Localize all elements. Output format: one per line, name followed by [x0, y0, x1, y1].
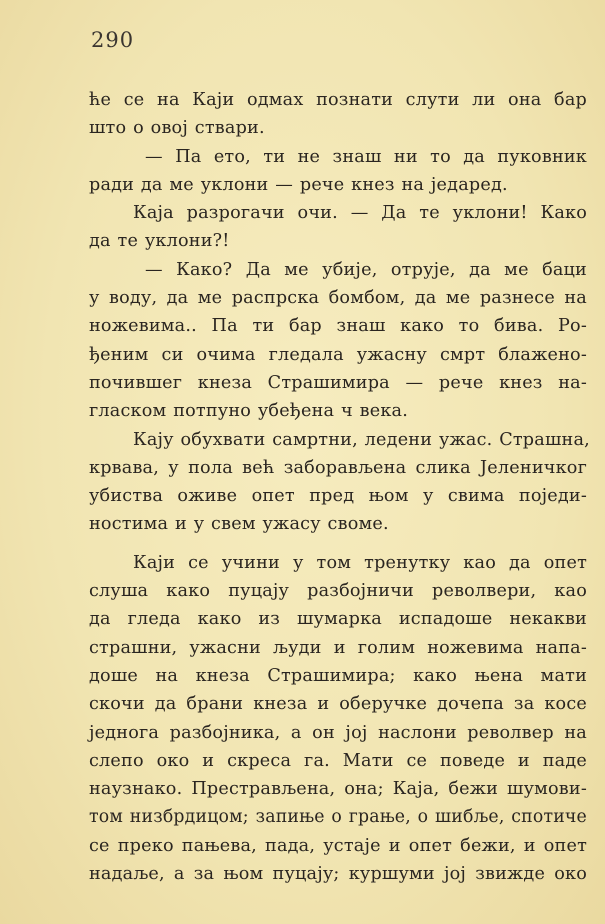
text-line: да те уклони?!	[89, 231, 230, 252]
text-line: слепо око и скреса га. Мати се поведе и паде	[89, 750, 587, 771]
text-line: Кају обухвати самртни, ледени ужас. Страшна,	[133, 429, 590, 450]
text-line: убиства оживе опет пред њом у свима поједи-	[89, 486, 587, 507]
text-line: у воду, да ме распрска бомбом, да ме разнесе на	[89, 288, 587, 309]
text-line: надаље, а за њом пуцају; куршуми јој звижде око	[89, 864, 587, 885]
text-line: гласком потпуно убеђена ч века.	[89, 401, 409, 422]
paragraph-gap	[89, 539, 587, 549]
text-line: Каји се учини у том тренутку као да опет	[133, 552, 587, 573]
page-number: 290	[91, 28, 135, 52]
text-line: да гледа како из шумарка испадоше некакви	[89, 609, 587, 630]
text-line: — Како? Да ме убије, отрује, да ме баци	[145, 259, 587, 280]
text-line: Каја разрогачи очи. — Да те уклони! Како	[133, 203, 587, 224]
text-line: ножевима.. Па ти бар знаш како то бива. Ро-	[89, 316, 587, 337]
text-line: страшни, ужасни људи и голим ножевима напа-	[89, 637, 587, 658]
text-line: том низбрдицом; запиње о грање, о шибље, спотиче	[89, 807, 587, 828]
text-line: слуша како пуцају разбојничи револвери, као	[89, 581, 587, 602]
text-line: наузнако. Престрављена, она; Каја, бежи шумови-	[89, 779, 587, 800]
text-line: ради да ме уклони — рече кнез на једаред.	[89, 174, 508, 195]
text-line: ностима и у свем ужасу своме.	[89, 514, 389, 535]
text-line: ће се на Каји одмах познати слути ли она бар	[89, 90, 587, 110]
text-line: крвава, у пола већ заборављена слика Јеленичког	[89, 457, 587, 478]
text-line: ђеним си очима гледала ужасну смрт блажено-	[89, 344, 587, 365]
text-line: се преко пањева, пада, устаје и опет бежи, и опет	[89, 835, 587, 856]
text-line: што о овој ствари.	[89, 118, 265, 139]
text-line: једнога разбојника, а он јој наслони револвер на	[89, 722, 587, 743]
body-text	[89, 86, 590, 888]
text-line: доше на кнеза Страшимира; како њена мати	[89, 665, 587, 686]
text-line: — Па ето, ти не знаш ни то да пуковник	[145, 146, 587, 167]
text-line: скочи да брани кнеза и оберучке дочепа за косе	[89, 694, 587, 715]
text-line: почившег кнеза Страшимира — рече кнез на-	[89, 372, 587, 393]
